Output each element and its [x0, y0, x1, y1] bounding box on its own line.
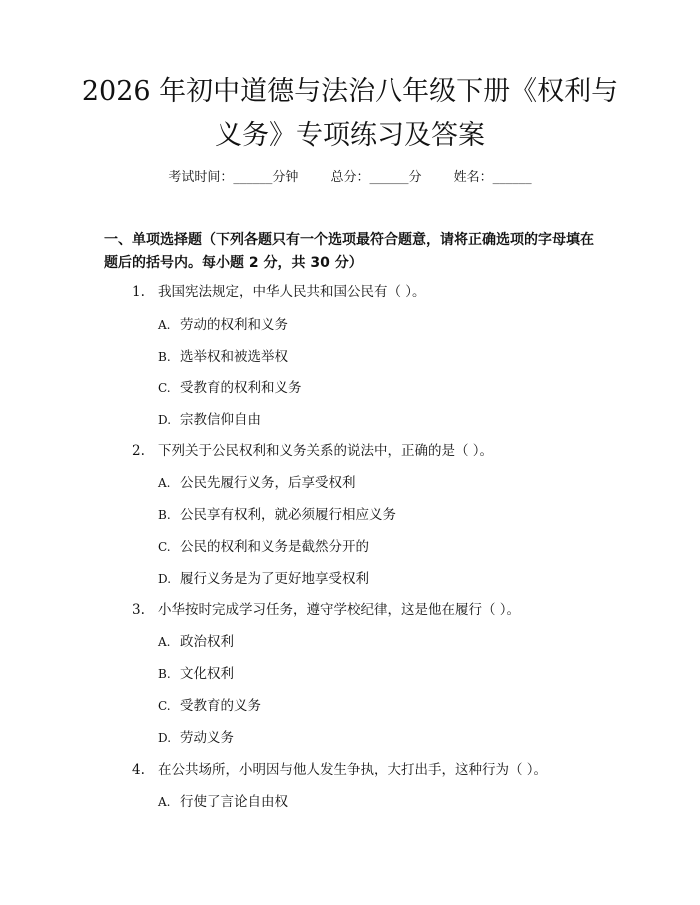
question-1	[132, 282, 426, 302]
option-1-c: C. 受教育的权利和义务	[158, 380, 302, 396]
option-2-b: B. 公民享有权利，就必须履行相应义务	[158, 507, 396, 523]
question-number: 2.	[132, 443, 145, 459]
option-1-a: A. 劳动的权利和义务	[158, 317, 288, 333]
question-text: 在公共场所，小明因与他人发生争执，大打出手，这种行为（ ）。	[158, 762, 548, 778]
title-line-1: 2026 年初中道德与法治八年级下册《权利与	[81, 76, 619, 107]
student-name: 姓名：______	[453, 170, 532, 185]
exam-time: 考试时间：______分钟	[168, 170, 299, 185]
question-number: 3.	[132, 602, 145, 618]
question-2	[132, 441, 493, 461]
option-2-a: A. 公民先履行义务，后享受权利	[158, 475, 356, 491]
option-4-a: A. 行使了言论自由权	[158, 794, 288, 810]
title-line-2: 义务》专项练习及答案	[215, 120, 485, 151]
exam-info	[0, 168, 700, 188]
question-number: 4.	[132, 762, 145, 778]
option-3-c: C. 受教育的义务	[158, 698, 261, 714]
page-title	[60, 70, 640, 158]
option-1-b: B. 选举权和被选举权	[158, 349, 288, 365]
question-text: 下列关于公民权利和义务关系的说法中，正确的是（ ）。	[158, 443, 494, 459]
question-text: 我国宪法规定，中华人民共和国公民有（ ）。	[158, 284, 426, 300]
question-4	[132, 760, 547, 780]
option-2-c: C. 公民的权利和义务是截然分开的	[158, 539, 369, 555]
option-3-d: D. 劳动义务	[158, 730, 234, 746]
section-heading: 一、单项选择题（下列各题只有一个选项最符合题意，请将正确选项的字母填在题后的括号内。每小题 2 分，共 30 分）	[104, 232, 594, 271]
total-score: 总分：______分	[330, 170, 422, 185]
option-2-d: D. 履行义务是为了更好地享受权利	[158, 571, 369, 587]
option-3-b: B. 文化权利	[158, 666, 234, 682]
option-3-a: A. 政治权利	[158, 634, 234, 650]
option-1-d: D. 宗教信仰自由	[158, 412, 261, 428]
question-number: 1.	[132, 284, 145, 300]
question-text: 小华按时完成学习任务，遵守学校纪律，这是他在履行（ ）。	[158, 602, 521, 618]
question-3	[132, 600, 520, 620]
